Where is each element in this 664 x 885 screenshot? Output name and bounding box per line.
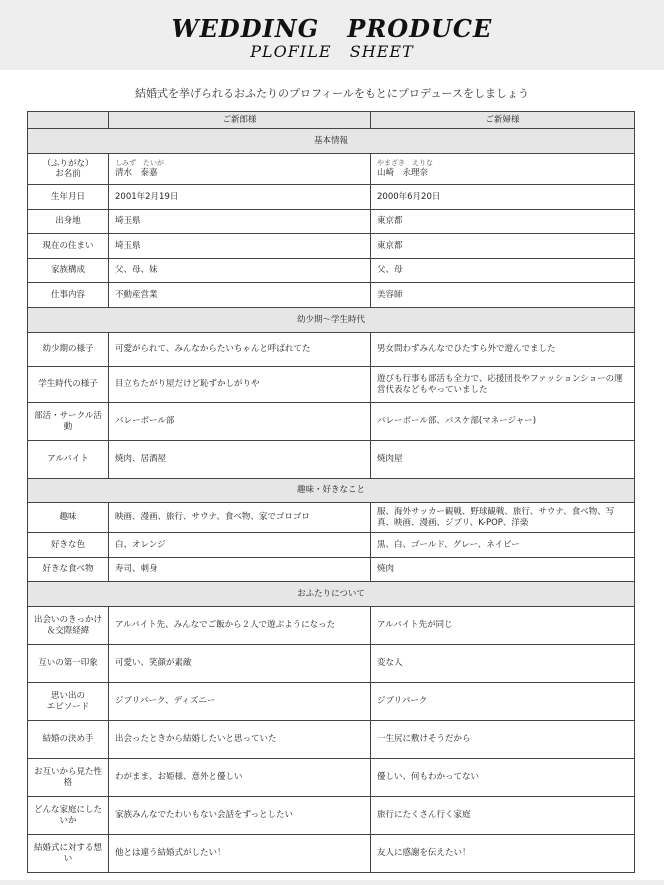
row-label-job: 仕事内容 (28, 283, 109, 308)
table-row (28, 533, 635, 558)
bride-name: 山崎 永理奈 (377, 167, 429, 178)
section-row (28, 582, 635, 607)
row-label-home: どんな家庭にしたいか (28, 797, 109, 835)
bride-food: 焼肉 (371, 558, 635, 582)
sheet-title: WEDDING PRODUCE (171, 14, 493, 43)
label-ruby: （ふりがな） (42, 158, 94, 169)
table-row (28, 759, 635, 797)
groom-color: 白、オレンジ (109, 533, 371, 558)
groom-decision: 出会ったときから結婚したいと思っていた (109, 721, 371, 759)
groom-hobby: 映画、漫画、旅行、サウナ、食べ物、家でゴロゴロ (109, 503, 371, 533)
table-row (28, 154, 635, 185)
bride-job: 美容師 (371, 283, 635, 308)
bride-family: 父、母 (371, 259, 635, 283)
groom-childhood: 可愛がられて、みんなからたいちゃんと呼ばれてた (109, 333, 371, 367)
table-row (28, 210, 635, 234)
table-row (28, 721, 635, 759)
profile-table (27, 111, 635, 873)
bride-meeting: アルバイト先が同じ (371, 607, 635, 645)
groom-school: 目立ちたがり屋だけど恥ずかしがりや (109, 367, 371, 403)
corner-cell (28, 112, 109, 129)
groom-meeting: アルバイト先、みんなでご飯から２人で遊ぶようになった (109, 607, 371, 645)
section-childhood: 幼少期〜学生時代 (28, 308, 635, 333)
groom-home: 家族みんなでたわいもない会話をずっとしたい (109, 797, 371, 835)
row-label-impression: 互いの第一印象 (28, 645, 109, 683)
bride-color: 黒、白、ゴールド、グレー、ネイビー (371, 533, 635, 558)
bride-school: 遊びも行事も部活も全力で、応援団長やファッションショーの運営代表などもやっていました (371, 367, 635, 403)
footer-strip (0, 880, 664, 885)
row-label-wedding: 結婚式に対する想い (28, 835, 109, 873)
table-row (28, 283, 635, 308)
groom-memory: ジブリパーク、ディズニー (109, 683, 371, 721)
groom-wedding: 他とは違う結婚式がしたい！ (109, 835, 371, 873)
row-label-birthday: 生年月日 (28, 185, 109, 210)
bride-residence: 東京都 (371, 234, 635, 259)
table-row (28, 403, 635, 441)
groom-birthplace: 埼玉県 (109, 210, 371, 234)
table-row (28, 683, 635, 721)
table-row (28, 607, 635, 645)
section-row (28, 479, 635, 503)
section-row (28, 129, 635, 154)
row-label-meeting: 出会いのきっかけ＆交際経緯 (28, 607, 109, 645)
bride-club: バレーボール部、バスケ部(マネージャー) (371, 403, 635, 441)
row-label-personality: お互いから見た性格 (28, 759, 109, 797)
row-label-childhood: 幼少期の様子 (28, 333, 109, 367)
row-label-birthplace: 出身地 (28, 210, 109, 234)
groom-family: 父、母、妹 (109, 259, 371, 283)
table-row (28, 441, 635, 479)
groom-personality: わがまま、お姫様、意外と優しい (109, 759, 371, 797)
groom-impression: 可愛い、笑顔が素敵 (109, 645, 371, 683)
groom-residence: 埼玉県 (109, 234, 371, 259)
table-row (28, 797, 635, 835)
groom-parttime: 焼肉、居酒屋 (109, 441, 371, 479)
row-label-parttime: アルバイト (28, 441, 109, 479)
bride-impression: 変な人 (371, 645, 635, 683)
groom-furigana: しみず たいが (115, 159, 164, 168)
header-banner (0, 0, 664, 70)
section-couple: おふたりについて (28, 582, 635, 607)
section-row (28, 308, 635, 333)
groom-food: 寿司、刺身 (109, 558, 371, 582)
row-label-food: 好きな食べ物 (28, 558, 109, 582)
bride-birthplace: 東京都 (371, 210, 635, 234)
row-label-club: 部活・サークル活動 (28, 403, 109, 441)
groom-club: バレーボール部 (109, 403, 371, 441)
bride-decision: 一生尻に敷けそうだから (371, 721, 635, 759)
row-label-school: 学生時代の様子 (28, 367, 109, 403)
row-label-name (28, 154, 109, 185)
label-text: お名前 (55, 169, 81, 179)
table-row (28, 558, 635, 582)
row-label-residence: 現在の住まい (28, 234, 109, 259)
groom-column-header: ご新郎様 (109, 112, 371, 129)
row-label-family: 家族構成 (28, 259, 109, 283)
bride-parttime: 焼肉屋 (371, 441, 635, 479)
row-label-color: 好きな色 (28, 533, 109, 558)
bride-birthday: 2000年6月20日 (371, 185, 635, 210)
bride-personality: 優しい、何もわかってない (371, 759, 635, 797)
column-header-row (28, 112, 635, 129)
groom-job: 不動産営業 (109, 283, 371, 308)
table-row (28, 333, 635, 367)
section-basic: 基本情報 (28, 129, 635, 154)
bride-home: 旅行にたくさん行く家庭 (371, 797, 635, 835)
table-row (28, 835, 635, 873)
table-row (28, 234, 635, 259)
bride-furigana: やまざき えりな (377, 159, 433, 168)
bride-name-cell (371, 154, 635, 185)
row-label-memory: 思い出の エピソード (28, 683, 109, 721)
sheet-subtitle: PLOFILE SHEET (250, 42, 414, 61)
table-row (28, 367, 635, 403)
bride-column-header: ご新婦様 (371, 112, 635, 129)
groom-name-cell (109, 154, 371, 185)
table-row (28, 503, 635, 533)
bride-childhood: 男女問わずみんなでひたすら外で遊んでました (371, 333, 635, 367)
groom-birthday: 2001年2月19日 (109, 185, 371, 210)
bride-wedding: 友人に感謝を伝えたい！ (371, 835, 635, 873)
row-label-decision: 結婚の決め手 (28, 721, 109, 759)
intro-text: 結婚式を挙げられるおふたりのプロフィールをもとにプロデュースをしましょう (134, 87, 530, 100)
table-row (28, 185, 635, 210)
groom-name: 清水 泰嘉 (115, 167, 158, 178)
section-hobby: 趣味・好きなこと (28, 479, 635, 503)
row-label-hobby: 趣味 (28, 503, 109, 533)
bride-memory: ジブリパーク (371, 683, 635, 721)
bride-hobby: 服、海外サッカー観戦、野球観戦、旅行、サウナ、食べ物、写真、映画、漫画、ジブリ、K-POP、洋楽 (371, 503, 635, 533)
table-row (28, 259, 635, 283)
table-row (28, 645, 635, 683)
